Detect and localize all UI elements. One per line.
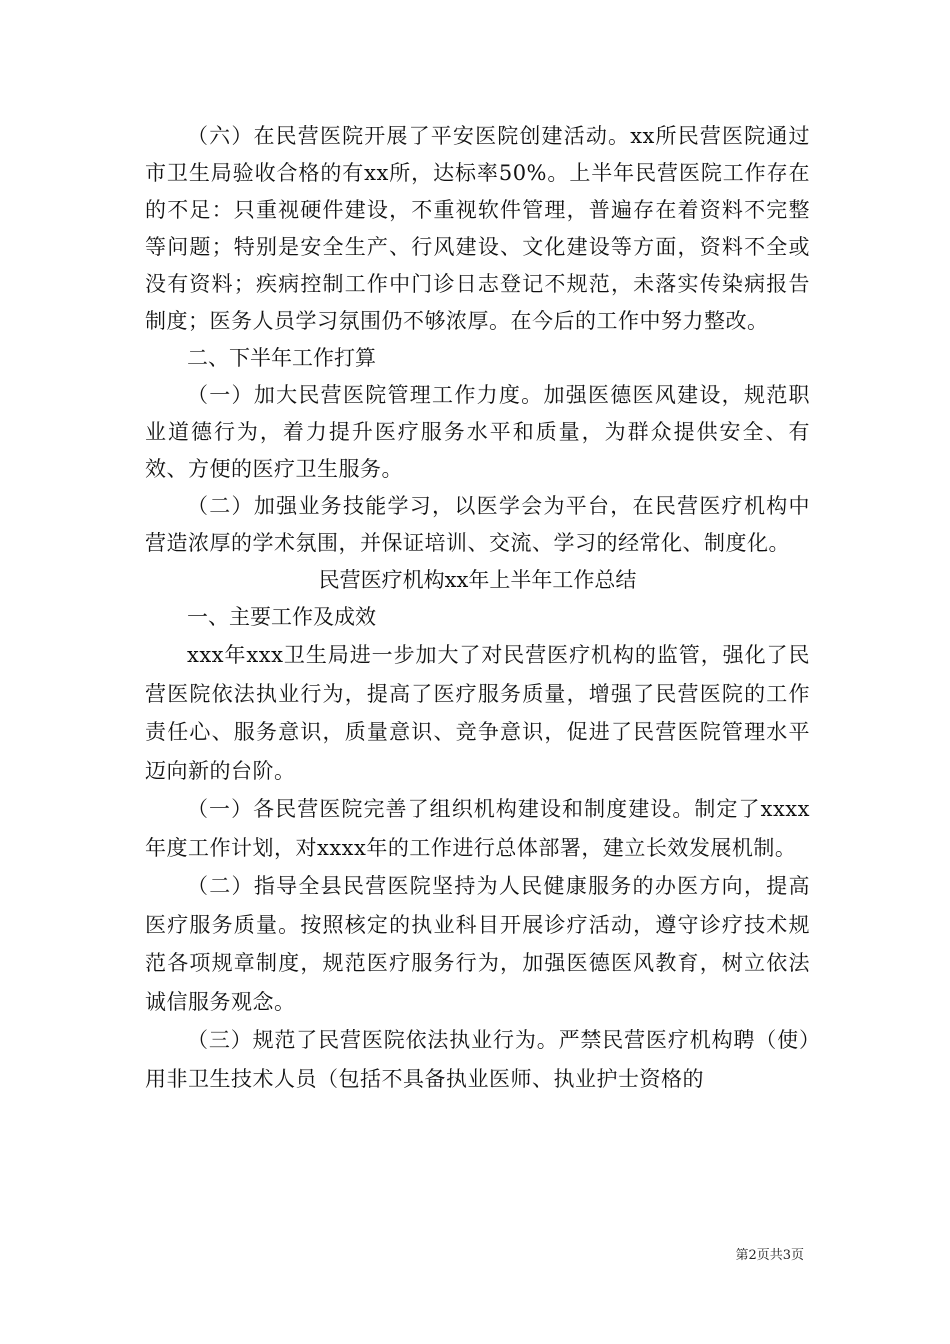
- page-number: 第2页共3页: [735, 1248, 804, 1263]
- section-heading-second-half-plan: 二、下半年工作打算: [187, 346, 376, 370]
- paragraph-service-direction: （二）指导全县民营医院坚持为人民健康服务的办医方向，提高医疗服务质量。按照核定的执业科目开展诊疗活动，遵守诊疗技术规范各项规章制度，规范医疗服务行为，加强医德医风教育，树立依法诚信服务观念。: [145, 874, 810, 1014]
- document-title: 民营医疗机构xx年上半年工作总结: [318, 568, 637, 592]
- paragraph-organization-building: （一）各民营医院完善了组织机构建设和制度建设。制定了xxxx年度工作计划，对xxxx年的工作进行总体部署，建立长效发展机制。: [145, 797, 810, 860]
- document-body: [145, 118, 810, 1098]
- paragraph-legal-practice: （三）规范了民营医院依法执业行为。严禁民营医疗机构聘（使）用非卫生技术人员（包括不具备执业医师、执业护士资格的: [145, 1028, 810, 1091]
- paragraph-supervision-summary: xxx年xxx卫生局进一步加大了对民营医疗机构的监管，强化了民营医院依法执业行为，提高了医疗服务质量，增强了民营医院的工作责任心、服务意识，质量意识、竞争意识，促进了民营医院管理水平迈向新的台阶。: [145, 643, 810, 783]
- paragraph-safe-hospital: （六）在民营医院开展了平安医院创建活动。xx所民营医院通过市卫生局验收合格的有xx所，达标率50%。上半年民营医院工作存在的不足：只重视硬件建设，不重视软件管理，普遍存在着资料不完整等问题；特别是安全生产、行风建设、文化建设等方面，资料不全或没有资料；疾病控制工作中门诊日志登记不规范，未落实传染病报告制度；医务人员学习氛围仍不够浓厚。在今后的工作中努力整改。: [145, 124, 810, 333]
- paragraph-skill-learning: （二）加强业务技能学习，以医学会为平台，在民营医疗机构中营造浓厚的学术氛围，并保证培训、交流、学习的经常化、制度化。: [145, 494, 810, 555]
- paragraph-management-strength: （一）加大民营医院管理工作力度。加强医德医风建设，规范职业道德行为，着力提升医疗服务水平和质量，为群众提供安全、有效、方便的医疗卫生服务。: [145, 383, 810, 481]
- section-heading-main-work: 一、主要工作及成效: [187, 605, 376, 629]
